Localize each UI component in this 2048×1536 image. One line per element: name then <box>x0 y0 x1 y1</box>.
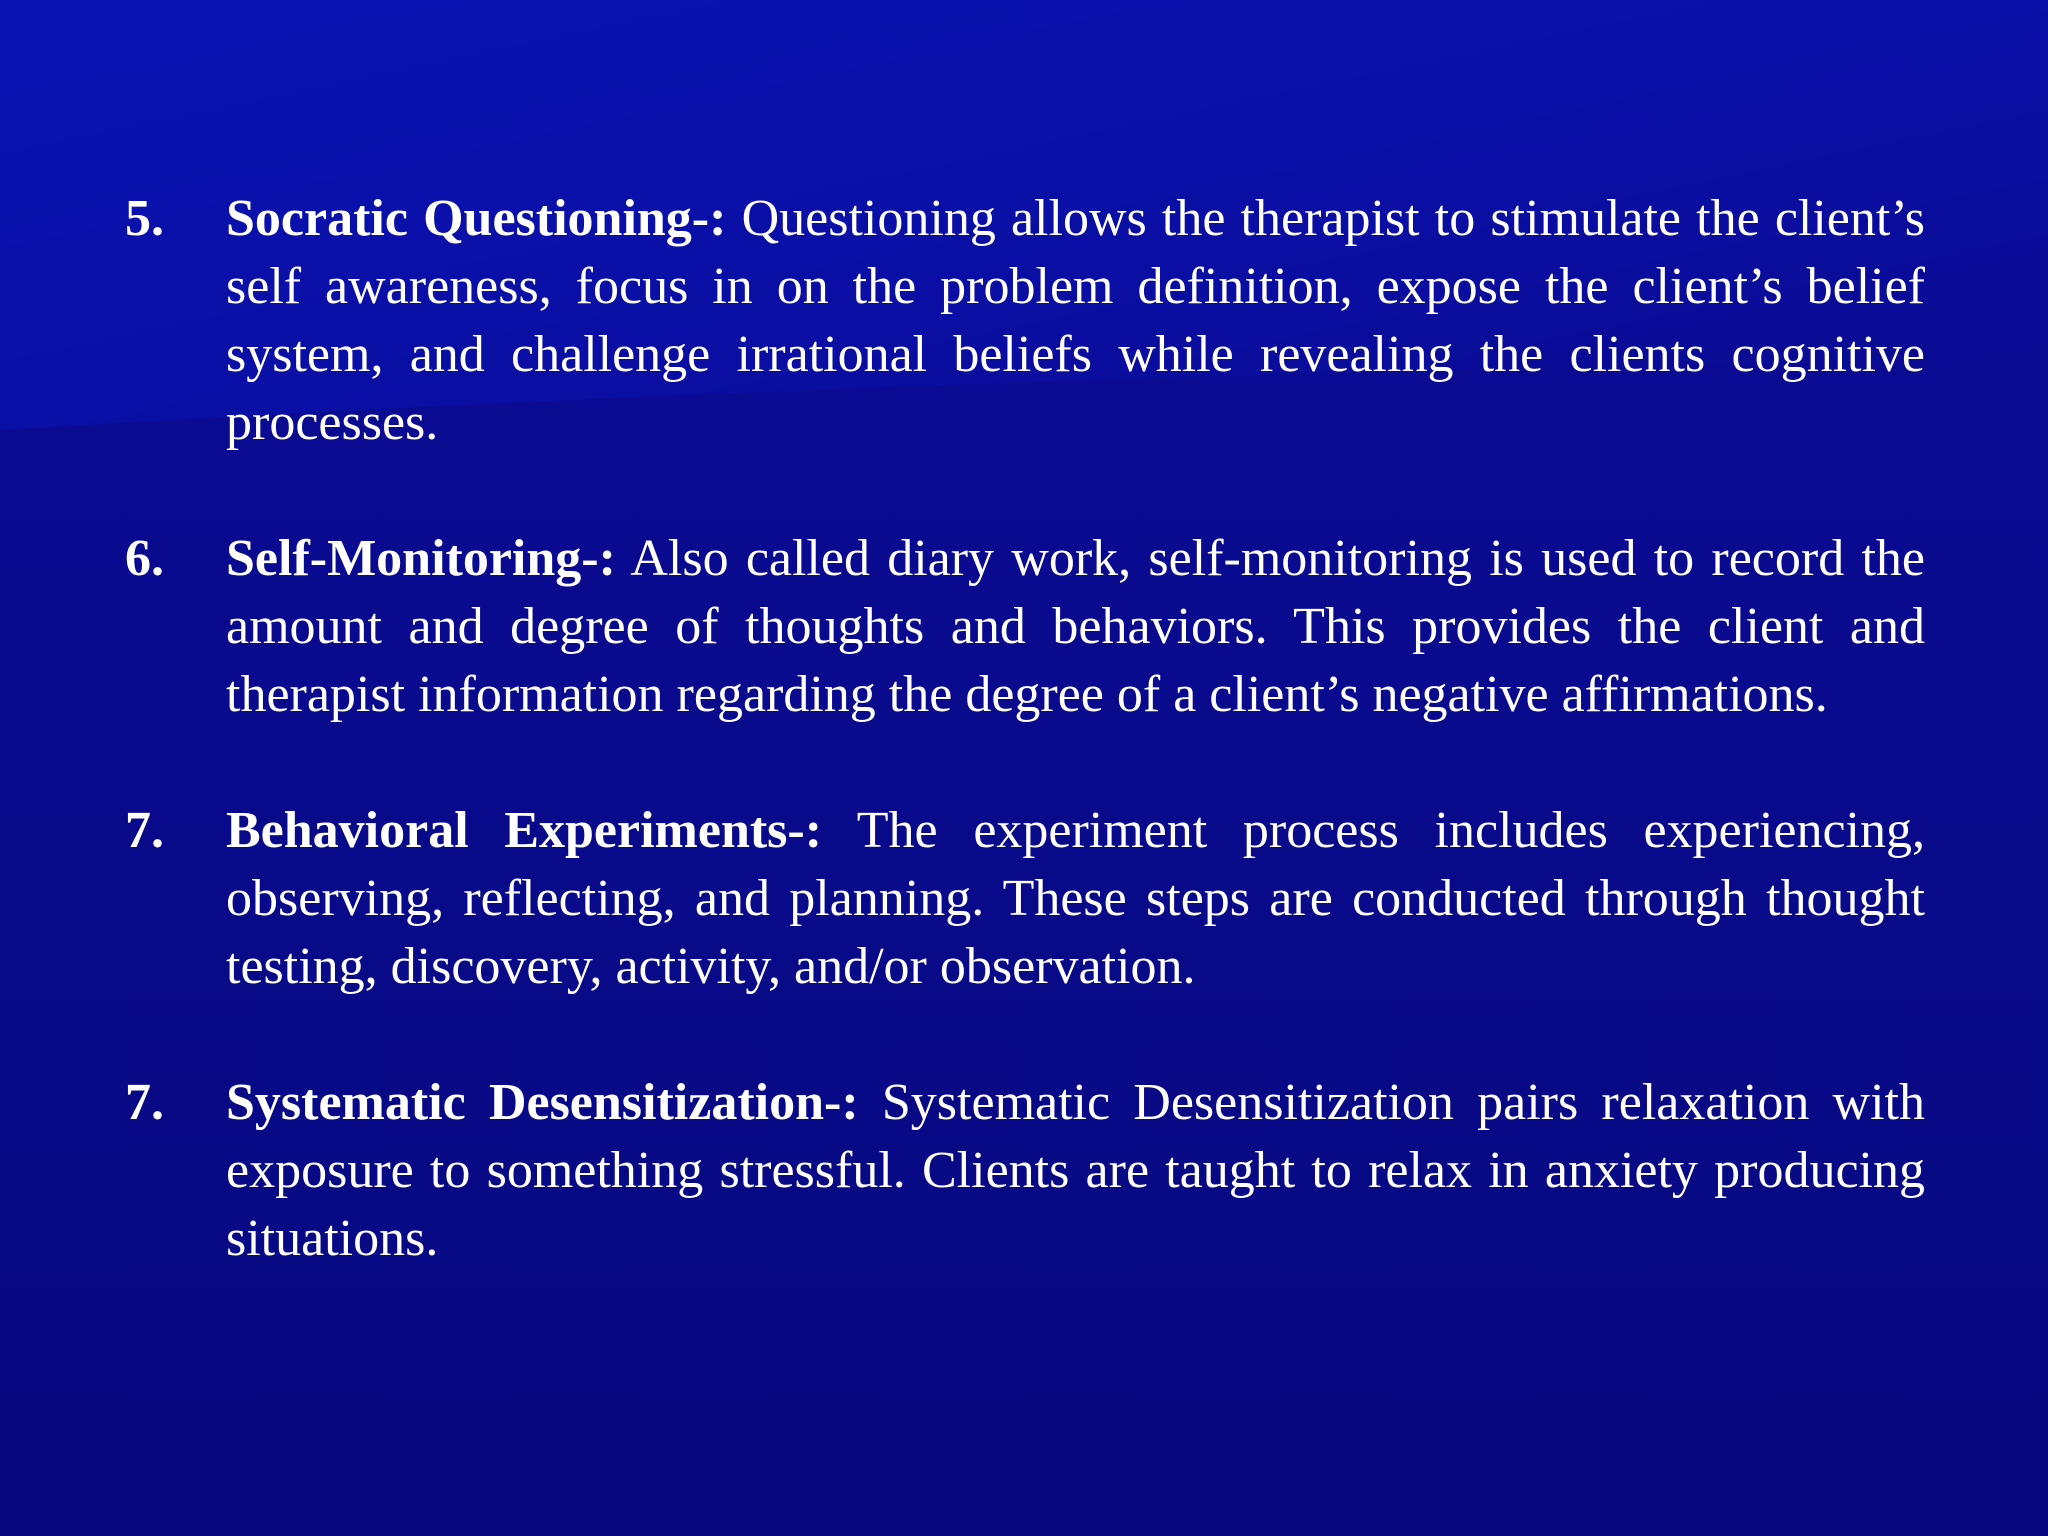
list-item <box>125 525 1925 729</box>
item-text <box>226 185 1925 457</box>
item-term: Systematic Desensitization-: <box>226 1074 859 1131</box>
item-number: 7. <box>125 1074 164 1131</box>
item-number: 7. <box>125 802 164 859</box>
item-number: 6. <box>125 530 164 587</box>
item-number: 5. <box>125 190 164 247</box>
item-description: The experiment process includes experiencing, observing, reflecting, and planning. These steps are conducted through thought testing, discovery, activity, and/or observation. <box>226 802 1926 995</box>
technique-list <box>125 185 1925 1341</box>
item-description: Also called diary work, self-monitoring is used to record the amount and degree of thoughts and behaviors. This provides the client and therapist information regarding the degree of a client’s negative affirmations. <box>226 530 1925 723</box>
list-item <box>125 1069 1925 1273</box>
list-item <box>125 797 1925 1001</box>
item-term: Behavioral Experiments-: <box>226 802 823 859</box>
item-text <box>226 525 1925 729</box>
item-term: Self-Monitoring-: <box>226 530 616 587</box>
item-description: Systematic Desensitization pairs relaxation with exposure to something stressful. Clients are taught to relax in anxiety producing situations. <box>226 1074 1925 1267</box>
list-item <box>125 185 1925 457</box>
item-text <box>226 1069 1925 1273</box>
item-term: Socratic Questioning-: <box>226 190 727 247</box>
item-description: Questioning allows the therapist to stimulate the client’s self awareness, focus in on the problem definition, expose the client’s belief system, and challenge irrational beliefs while revealing the clients cognitive processes. <box>226 190 1926 451</box>
item-text <box>226 797 1925 1001</box>
